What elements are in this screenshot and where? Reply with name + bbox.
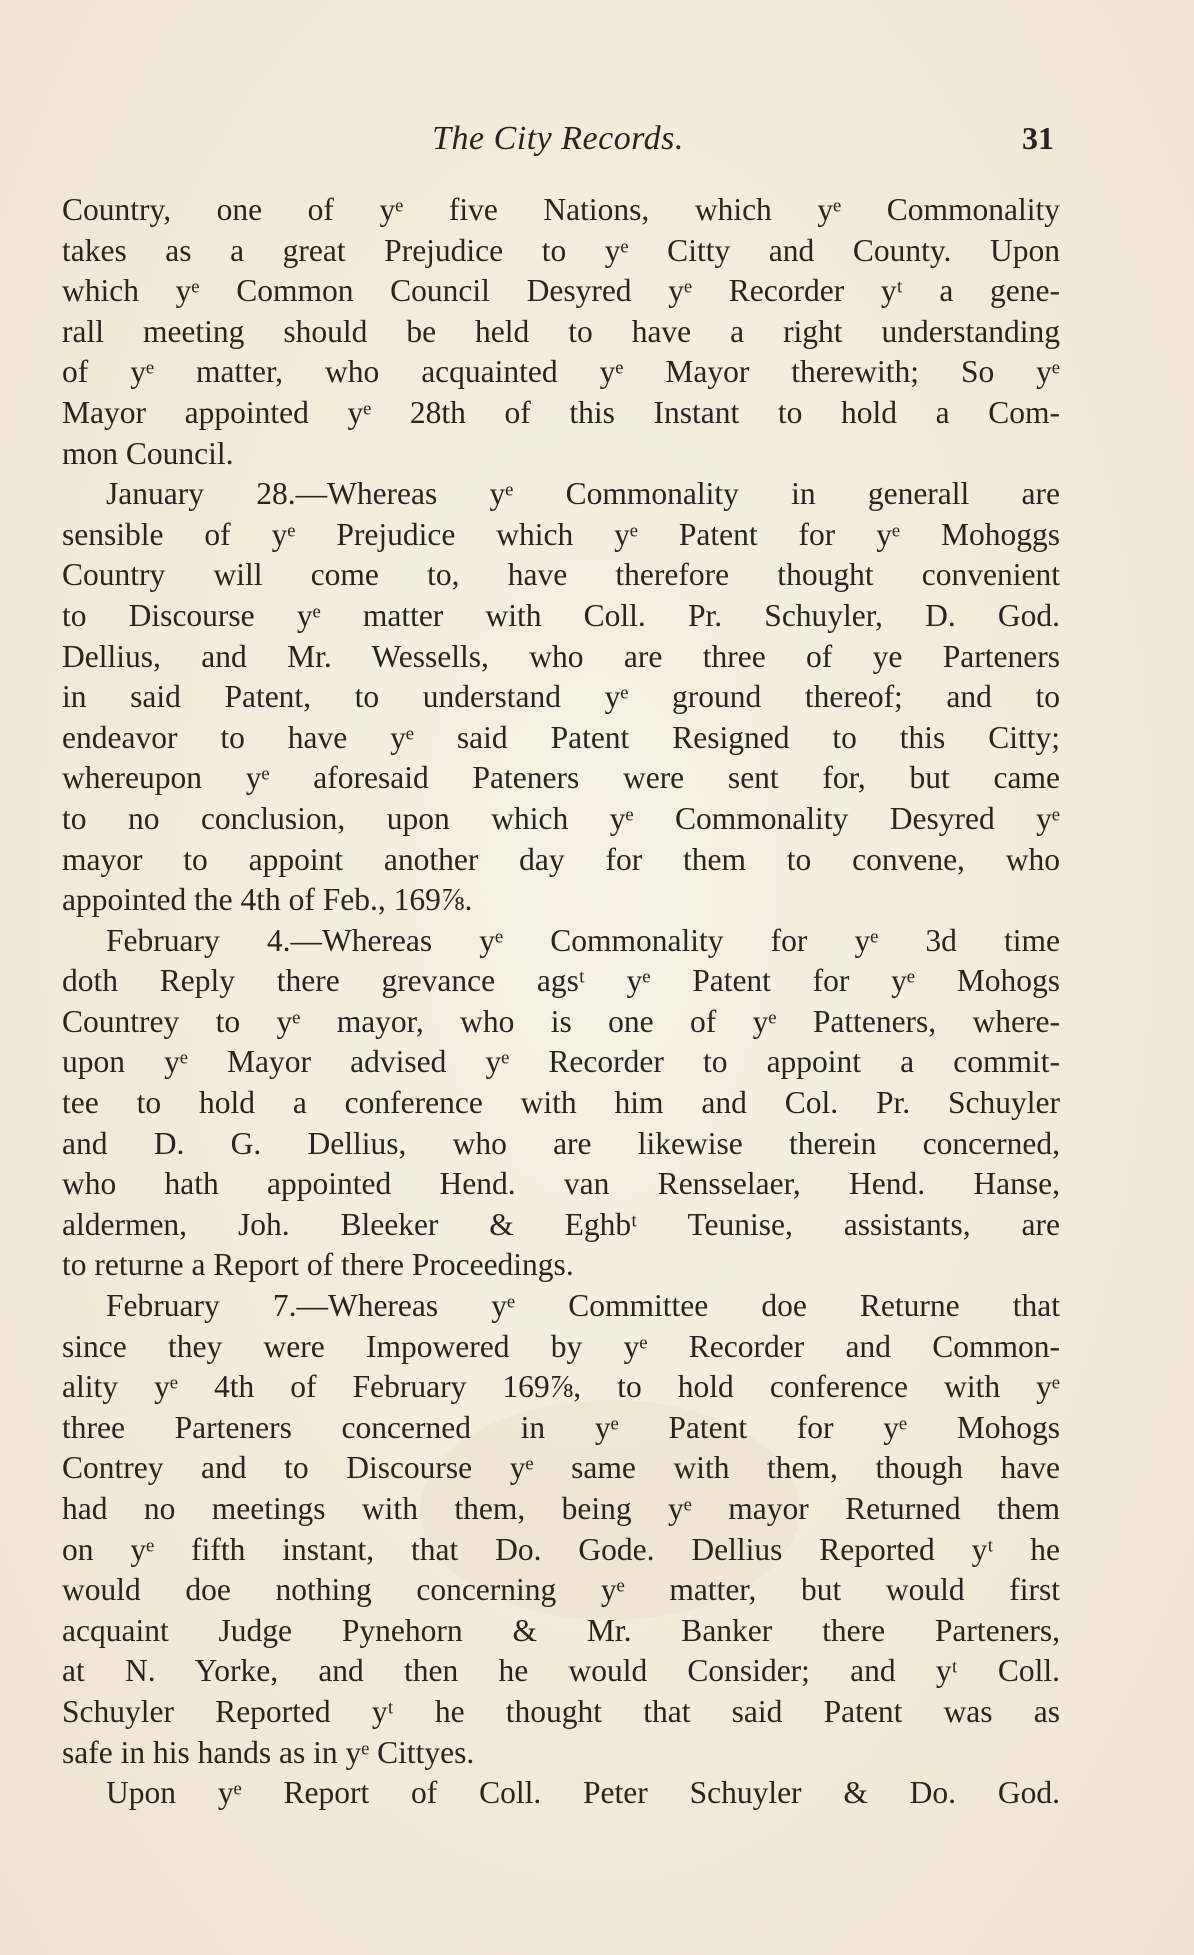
text-line: rall meeting should be held to have a right understanding: [62, 313, 1060, 349]
text-line: to no conclusion, upon which yᵉ Commonality Desyred yᵉ: [62, 800, 1060, 836]
text-line: Country, one of yᵉ five Nations, which yᵉ Commonality: [62, 192, 1060, 227]
text-line: Dellius, and Mr. Wessells, who are three of ye Parteners: [62, 638, 1060, 674]
text-line: would doe nothing concerning yᵉ matter, but would first: [62, 1572, 1060, 1608]
text-line: acquaint Judge Pynehorn & Mr. Banker there Parteners,: [62, 1612, 1060, 1648]
text-line: on yᵉ fifth instant, that Do. Gode. Dellius Reported yᵗ he: [62, 1531, 1060, 1567]
text-line: January 28.—Whereas yᵉ Commonality in generall are: [106, 476, 1060, 512]
text-line: whereupon yᵉ aforesaid Pateners were sent for, but came: [62, 760, 1060, 796]
text-line: Schuyler Reported yᵗ he thought that said Patent was as: [62, 1693, 1060, 1729]
text-line: ality yᵉ 4th of February 169⅞, to hold conference with yᵉ: [62, 1369, 1060, 1405]
text-line: three Parteners concerned in yᵉ Patent for yᵉ Mohogs: [62, 1409, 1060, 1445]
text-line: in said Patent, to understand yᵉ ground thereof; and to: [62, 679, 1060, 715]
text-line: doth Reply there grevance agsᵗ yᵉ Patent for yᵉ Mohogs: [62, 963, 1060, 999]
page-header: [62, 120, 1054, 170]
text-line: Upon yᵉ Report of Coll. Peter Schuyler & Do. God.: [106, 1775, 1060, 1811]
text-line: appointed the 4th of Feb., 169⅞.: [62, 882, 473, 918]
text-line: to Discourse yᵉ matter with Coll. Pr. Schuyler, D. God.: [62, 597, 1060, 633]
text-line: sensible of yᵉ Prejudice which yᵉ Patent for yᵉ Mohoggs: [62, 516, 1060, 552]
running-title: The City Records.: [432, 120, 684, 157]
text-line: upon yᵉ Mayor advised yᵉ Recorder to appoint a commit-: [62, 1044, 1060, 1080]
text-line: at N. Yorke, and then he would Consider; and yᵗ Coll.: [62, 1653, 1060, 1689]
body-text: [62, 190, 1060, 1814]
text-line: endeavor to have yᵉ said Patent Resigned to this Citty;: [62, 719, 1060, 755]
text-line: safe in his hands as in yᵉ Cittyes.: [62, 1734, 475, 1770]
text-line: Mayor appointed yᵉ 28th of this Instant to hold a Com-: [62, 394, 1060, 430]
text-line: February 4.—Whereas yᵉ Commonality for yᵉ 3d time: [106, 922, 1060, 958]
text-line: to returne a Report of there Proceedings.: [62, 1247, 574, 1283]
text-line: which yᵉ Common Council Desyred yᵉ Recorder yᵗ a gene-: [62, 273, 1060, 309]
text-line: tee to hold a conference with him and Col. Pr. Schuyler: [62, 1085, 1060, 1121]
text-line: who hath appointed Hend. van Rensselaer, Hend. Hanse,: [62, 1166, 1060, 1202]
text-line: February 7.—Whereas yᵉ Committee doe Returne that: [106, 1288, 1060, 1324]
text-line: Contrey and to Discourse yᵉ same with them, though have: [62, 1450, 1060, 1486]
text-line: Country will come to, have therefore thought convenient: [62, 557, 1060, 593]
text-line: mayor to appoint another day for them to convene, who: [62, 841, 1060, 877]
text-line: Countrey to yᵉ mayor, who is one of yᵉ Patteners, where-: [62, 1003, 1060, 1039]
text-line: and D. G. Dellius, who are likewise therein concerned,: [62, 1125, 1060, 1161]
text-line: mon Council.: [62, 435, 234, 471]
page-number: 31: [1022, 120, 1054, 156]
text-line: had no meetings with them, being yᵉ mayor Returned them: [62, 1491, 1060, 1526]
text-line: of yᵉ matter, who acquainted yᵉ Mayor therewith; So yᵉ: [62, 354, 1060, 390]
text-line: takes as a great Prejudice to yᵉ Citty and County. Upon: [62, 232, 1060, 268]
text-line: aldermen, Joh. Bleeker & Eghbᵗ Teunise, assistants, are: [62, 1206, 1060, 1242]
text-line: since they were Impowered by yᵉ Recorder and Common-: [62, 1328, 1060, 1364]
